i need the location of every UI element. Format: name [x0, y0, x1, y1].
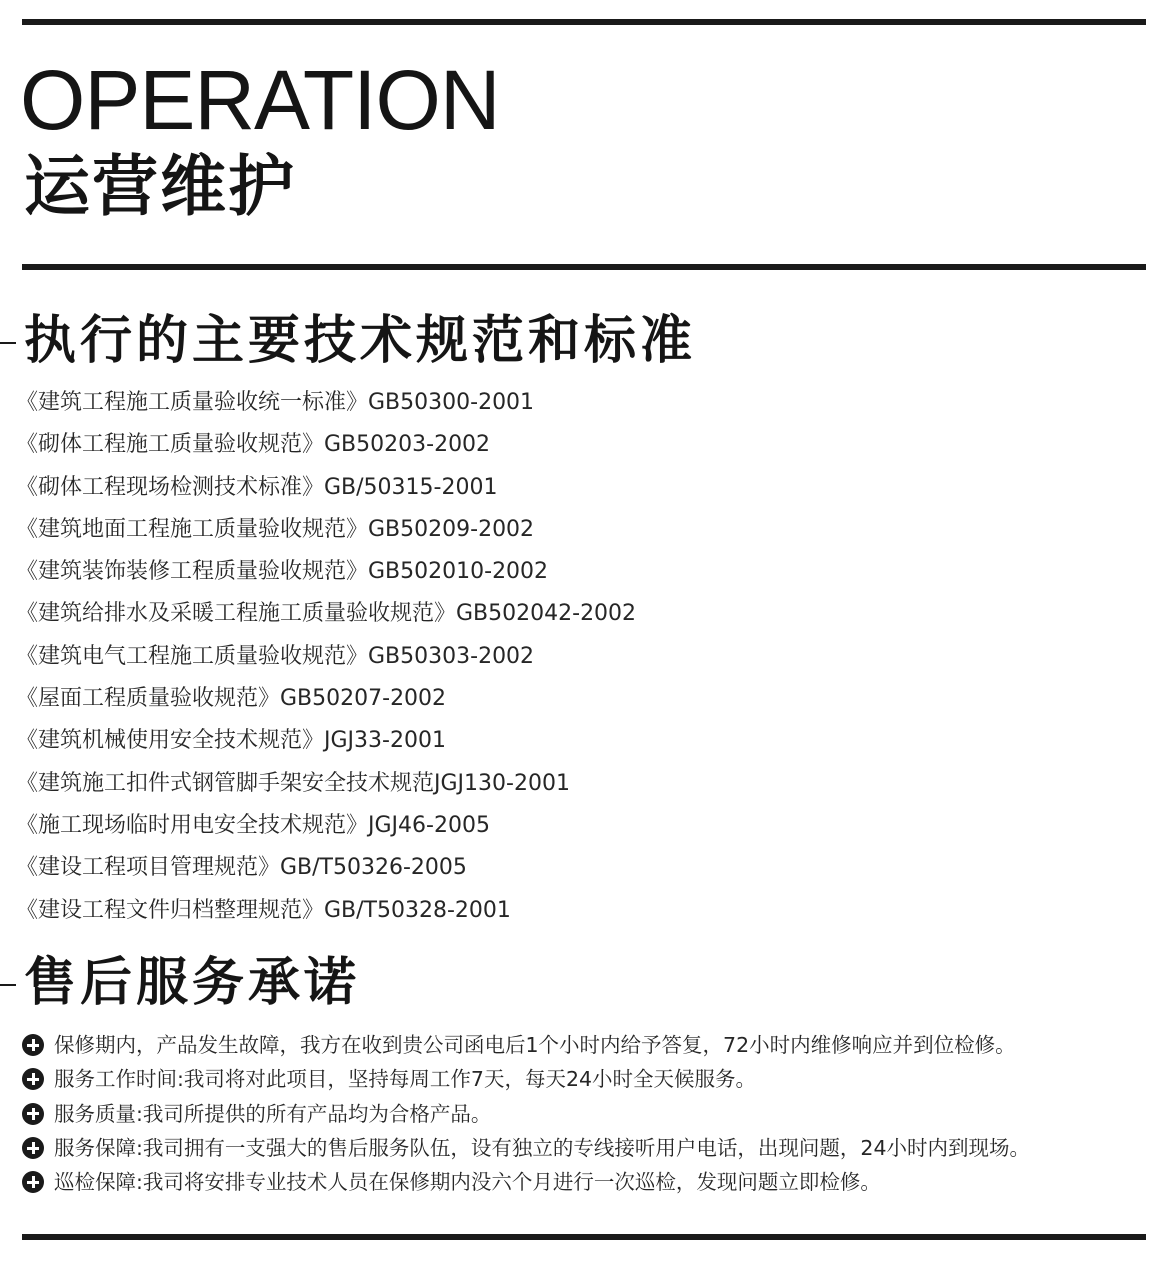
service-item-text: 服务保障:我司拥有一支强大的售后服务队伍，设有独立的专线接听用户电话，出现问题，24小时内到现场。 — [54, 1135, 1030, 1160]
service-commitments-list — [22, 1028, 1030, 1199]
standard-item: 《建筑给排水及采暖工程施工质量验收规范》GB502042-2002 — [16, 601, 637, 627]
service-item-text: 保修期内，产品发生故障，我方在收到贵公司函电后1个小时内给予答复，72小时内维修响应并到位检修。 — [54, 1033, 1016, 1057]
service-item — [22, 1028, 1030, 1062]
heading-tick-mark — [0, 984, 16, 986]
standard-item: 《建筑工程施工质量验收统一标准》GB50300-2001 — [16, 390, 535, 415]
service-item — [22, 1131, 1030, 1165]
plus-circle-icon — [22, 1171, 44, 1193]
plus-circle-icon — [22, 1068, 44, 1090]
standards-section-heading — [0, 306, 1150, 376]
standard-item: 《建设工程项目管理规范》GB/T50326-2005 — [16, 855, 467, 881]
title-english: OPERATION — [20, 53, 500, 147]
heading-tick-mark — [0, 342, 16, 344]
standard-item: 《屋面工程质量验收规范》GB50207-2002 — [16, 686, 447, 712]
service-item-text: 巡检保障:我司将安排专业技术人员在保修期内没六个月进行一次巡检，发现问题立即检修。 — [54, 1170, 881, 1195]
plus-circle-icon — [22, 1103, 44, 1125]
standard-item: 《建筑地面工程施工质量验收规范》GB50209-2002 — [16, 516, 535, 542]
service-item — [22, 1165, 1030, 1199]
service-item — [22, 1062, 1030, 1096]
service-item — [22, 1097, 1030, 1131]
standards-list — [16, 382, 636, 932]
standard-item: 《建设工程文件归档整理规范》GB/T50328-2001 — [16, 897, 511, 923]
plus-circle-icon — [22, 1034, 44, 1056]
standard-item: 《施工现场临时用电安全技术规范》JGJ46-2005 — [16, 812, 490, 838]
service-item-text: 服务工作时间:我司将对此项目，坚持每周工作7天，每天24小时全天候服务。 — [54, 1067, 757, 1092]
standard-item: 《建筑电气工程施工质量验收规范》GB50303-2002 — [16, 643, 535, 669]
standard-item: 《砌体工程施工质量验收规范》GB50203-2002 — [16, 432, 491, 458]
service-heading-text: 售后服务承诺 — [24, 953, 361, 1013]
service-section-heading — [0, 948, 1150, 1018]
title-chinese: 运营维护 — [24, 148, 296, 225]
header-divider — [22, 264, 1146, 270]
standard-item: 《建筑装饰装修工程质量验收规范》GB502010-2002 — [16, 559, 549, 585]
standard-item: 《砌体工程现场检测技术标准》GB/50315-2001 — [16, 474, 498, 500]
service-item-text: 服务质量:我司所提供的所有产品均为合格产品。 — [54, 1101, 492, 1126]
standards-heading-text: 执行的主要技术规范和标准 — [24, 311, 697, 371]
plus-circle-icon — [22, 1137, 44, 1159]
bottom-divider — [22, 1234, 1146, 1240]
top-divider — [22, 19, 1146, 25]
standard-item: 《建筑机械使用安全技术规范》JGJ33-2001 — [16, 728, 446, 754]
standard-item: 《建筑施工扣件式钢管脚手架安全技术规范JGJ130-2001 — [16, 770, 570, 796]
